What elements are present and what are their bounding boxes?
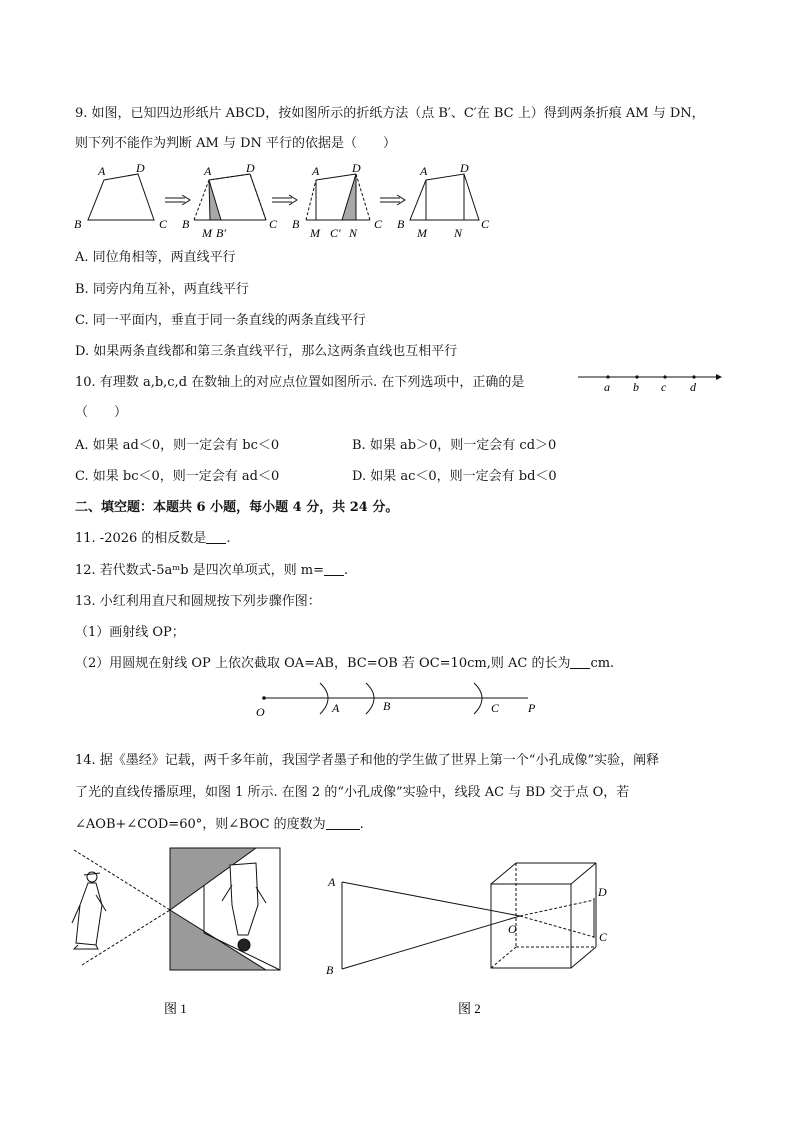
- q14-line3-text: ∠AOB+∠COD=60°，则∠BOC 的度数为: [75, 817, 326, 832]
- svg-text:C′: C′: [330, 226, 341, 240]
- svg-text:D: D: [246, 161, 255, 175]
- q13-step2-text: （2）用圆规在射线 OP 上依次截取 OA=AB，BC=OB 若 OC=10cm,则 AC 的长为: [75, 656, 571, 671]
- fig2-label-O: O: [508, 922, 517, 936]
- arrow-icon: [380, 195, 405, 205]
- ray-label-B: B: [383, 699, 391, 713]
- q13-step2: [75, 656, 614, 672]
- q13-ray-figure: [252, 680, 542, 722]
- q14-line3-end: .: [359, 817, 364, 832]
- q9-option-a: A. 同位角相等，两直线平行: [75, 250, 236, 265]
- ray-label-P: P: [528, 701, 536, 715]
- svg-text:A: A: [420, 164, 428, 178]
- svg-text:N: N: [454, 226, 463, 240]
- q9-option-c: C. 同一平面内，垂直于同一条直线的两条直线平行: [75, 313, 366, 328]
- svg-text:M: M: [310, 226, 320, 240]
- arrow-icon: [272, 195, 297, 205]
- q9-line2: 则下列不能作为判断 AM 与 DN 平行的依据是（ ）: [75, 136, 397, 151]
- q14-figure2: [320, 860, 640, 1020]
- label-B: B: [74, 217, 82, 231]
- q12: [75, 563, 348, 579]
- q9-line1: 9. 如图，已知四边形纸片 ABCD，按如图所示的折纸方法（点 B′、C′在 BC 上）得到两条折痕 AM 与 DN，: [75, 106, 705, 121]
- q9-folding-figure: [70, 160, 500, 240]
- q13-line1: 13. 小红利用直尺和圆规按下列步骤作图：: [75, 594, 321, 609]
- axis-label-d: d: [690, 380, 696, 394]
- ray-label-O: O: [256, 705, 265, 719]
- q13-step1: （1）画射线 OP；: [75, 625, 185, 640]
- axis-label-a: a: [604, 380, 610, 394]
- svg-text:D: D: [352, 161, 361, 175]
- q10-option-c: C. 如果 bc＜0，则一定会有 ad＜0: [75, 469, 280, 484]
- fig2-caption: 图 2: [458, 1001, 481, 1016]
- q13-step2-end: cm.: [590, 656, 615, 671]
- q11-text: 11. -2026 的相反数是: [75, 531, 207, 546]
- fig1-caption: 图 1: [164, 1001, 187, 1016]
- axis-label-c: c: [661, 380, 667, 394]
- q10-number-axis: [578, 368, 723, 398]
- svg-text:C: C: [374, 217, 383, 231]
- svg-text:A: A: [312, 164, 320, 178]
- svg-text:N: N: [349, 226, 358, 240]
- label-D: D: [136, 161, 145, 175]
- q14-line3: [75, 817, 364, 833]
- person-figure: [72, 872, 106, 949]
- svg-text:B: B: [182, 217, 190, 231]
- fig2-label-A: A: [328, 875, 336, 889]
- label-A: A: [98, 164, 106, 178]
- fig2-label-C: C: [599, 930, 608, 944]
- q12-answer-blank[interactable]: [324, 563, 344, 576]
- svg-text:B: B: [292, 217, 300, 231]
- q10-line1: 10. 有理数 a,b,c,d 在数轴上的对应点位置如图所示. 在下列选项中，正确的是: [75, 375, 525, 390]
- section2-heading: 二、填空题：本题共 6 小题，每小题 4 分，共 24 分。: [75, 500, 399, 515]
- axis-label-b: b: [633, 380, 639, 394]
- q11-answer-blank[interactable]: [206, 531, 226, 544]
- ray-label-A: A: [332, 701, 340, 715]
- svg-text:M: M: [202, 226, 212, 240]
- q14-line2: 了光的直线传播原理，如图 1 所示. 在图 2 的“小孔成像”实验中，线段 AC 与 BD 交于点 O，若: [75, 785, 630, 800]
- q14-figure1: [66, 845, 286, 1016]
- q12-text: 12. 若代数式-5aᵐb 是四次单项式，则 m=: [75, 563, 324, 578]
- q14-line1: 14. 据《墨经》记载，两千多年前，我国学者墨子和他的学生做了世界上第一个“小孔成像”实验，阐释: [75, 753, 660, 768]
- q10-paren: （ ）: [75, 405, 128, 420]
- q13-answer-blank[interactable]: [570, 656, 590, 669]
- svg-text:B′: B′: [216, 226, 226, 240]
- q9-option-b: B. 同旁内角互补，两直线平行: [75, 282, 249, 297]
- fig2-label-B: B: [326, 963, 334, 977]
- q10-option-d: D. 如果 ac＜0，则一定会有 bd＜0: [352, 469, 557, 484]
- q14-answer-blank[interactable]: [326, 817, 360, 830]
- q9-option-d: D. 如果两条直线都和第三条直线平行，那么这两条直线也互相平行: [75, 344, 458, 359]
- q11: [75, 531, 231, 547]
- arrow-icon: [165, 195, 190, 205]
- svg-text:M: M: [417, 226, 427, 240]
- q10-option-b: B. 如果 ab＞0，则一定会有 cd＞0: [352, 438, 557, 453]
- svg-text:D: D: [460, 161, 469, 175]
- svg-text:B: B: [397, 217, 405, 231]
- ray-label-C: C: [491, 701, 500, 715]
- q11-end: .: [226, 531, 231, 546]
- fig2-label-D: D: [598, 885, 607, 899]
- svg-text:A: A: [204, 164, 212, 178]
- label-C: C: [159, 217, 168, 231]
- q10-option-a: A. 如果 ad＜0，则一定会有 bc＜0: [75, 438, 280, 453]
- svg-text:C: C: [269, 217, 278, 231]
- svg-text:C: C: [481, 217, 490, 231]
- q12-end: .: [344, 563, 349, 578]
